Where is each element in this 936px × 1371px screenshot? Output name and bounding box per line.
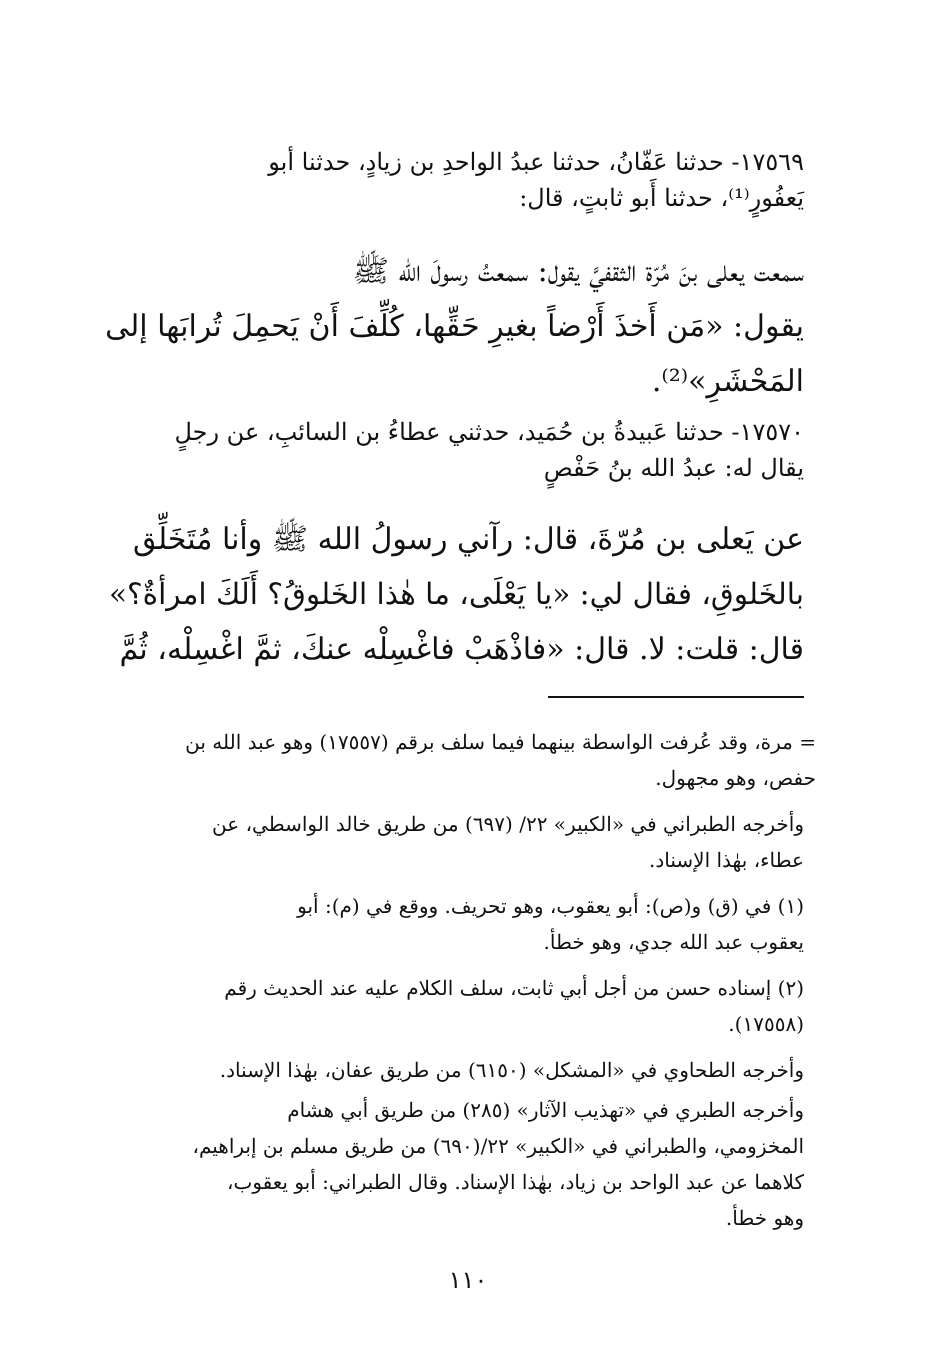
text-line: يقال له: عبدُ الله بنُ حَفْصٍ [543,454,804,482]
text-line: = مرة، وقد عُرفت الواسطة بينهما فيما سلف برقم (١٧٥٥٧) وهو عبد الله بن [185,730,816,754]
footnote-1 [104,888,804,960]
text-line: وأخرجه الطبراني في «الكبير» ٢٢/ (٦٩٧) من طريق خالد الواسطي، عن [212,812,804,836]
text-line: وأخرجه الطبري في «تهذيب الآثار» (٢٨٥) من طريق أبي هشام [287,1098,804,1122]
hadith-17570-matn [104,512,804,677]
footnote-2 [104,970,804,1042]
text-line: قال: قلت: لا. قال: «فاذْهَبْ فاغْسِلْه عنكَ، ثمَّ اغْسِلْه، ثُمَّ [119,632,804,667]
text-line: ١٧٥٦٩- حدثنا عَفّانُ، حدثنا عبدُ الواحدِ بن زيادٍ، حدثنا أبو [268,148,804,176]
text-line: حفص، وهو مجهول. [655,766,816,790]
hadith-17570-isnad [104,414,804,486]
footnote-separator [548,696,804,698]
text-line: وهو خطأ. [725,1206,804,1230]
text-line: (١٧٥٥٨). [728,1012,804,1036]
text-line: وأخرجه الطحاوي في «المشكل» (٦١٥٠) من طريق عفان، بهٰذا الإسناد. [219,1058,804,1082]
text-line: (٢) إسناده حسن من أجل أبي ثابت، سلف الكلام عليه عند الحديث رقم [224,976,804,1000]
footnote-continuation [104,724,816,796]
footnote-takhrij [104,1052,804,1088]
text-line: سمعت يعلى بنَ مُرّة الثقفيَّ يقول: سمعتُ رسولَ الله ﷺ [352,254,804,289]
text-line: (١) في (ق) و(ص): أبو يعقوب، وهو تحريف. ووقع في (م): أبو [297,894,804,918]
text-line: عطاء، بهٰذا الإسناد. [649,848,804,872]
footnote-takhrij [104,806,804,878]
text-line: يَعفُورٍ⁽¹⁾، حدثنا أَبو ثابتٍ، قال: [519,184,804,212]
text-line: كلاهما عن عبد الواحد بن زياد، بهٰذا الإسناد. وقال الطبراني: أبو يعقوب، [227,1170,804,1194]
footnote-takhrij [104,1092,804,1236]
hadith-17569-isnad [104,144,804,216]
text-line: يقول: «مَن أَخذَ أَرْضاً بغيرِ حَقِّها، كُلِّفَ أَنْ يَحمِلَ تُرابَها إلى [105,309,804,344]
hadith-17569-matn [104,244,804,409]
text-line: عن يَعلى بن مُرّةَ، قال: رآني رسولُ الله ﷺ وأنا مُتَخَلِّق [132,522,804,557]
text-line: المخزومي، والطبراني في «الكبير» ٢٢/(٦٩٠) من طريق مسلم بن إبراهيم، [192,1134,804,1158]
text-line: ١٧٥٧٠- حدثنا عَبيدةُ بن حُمَيد، حدثني عطاءُ بن السائبِ، عن رجلٍ [174,418,804,446]
text-line: بالخَلوقِ، فقال لي: «يا يَعْلَى، ما هٰذا الخَلوقُ؟ أَلَكَ امرأةٌ؟» [108,577,804,611]
text-line: المَحْشَرِ»⁽²⁾. [651,364,804,399]
page-number: ١١٠ [448,1266,488,1294]
text-line: يعقوب عبد الله جدي، وهو خطأ. [543,930,804,954]
